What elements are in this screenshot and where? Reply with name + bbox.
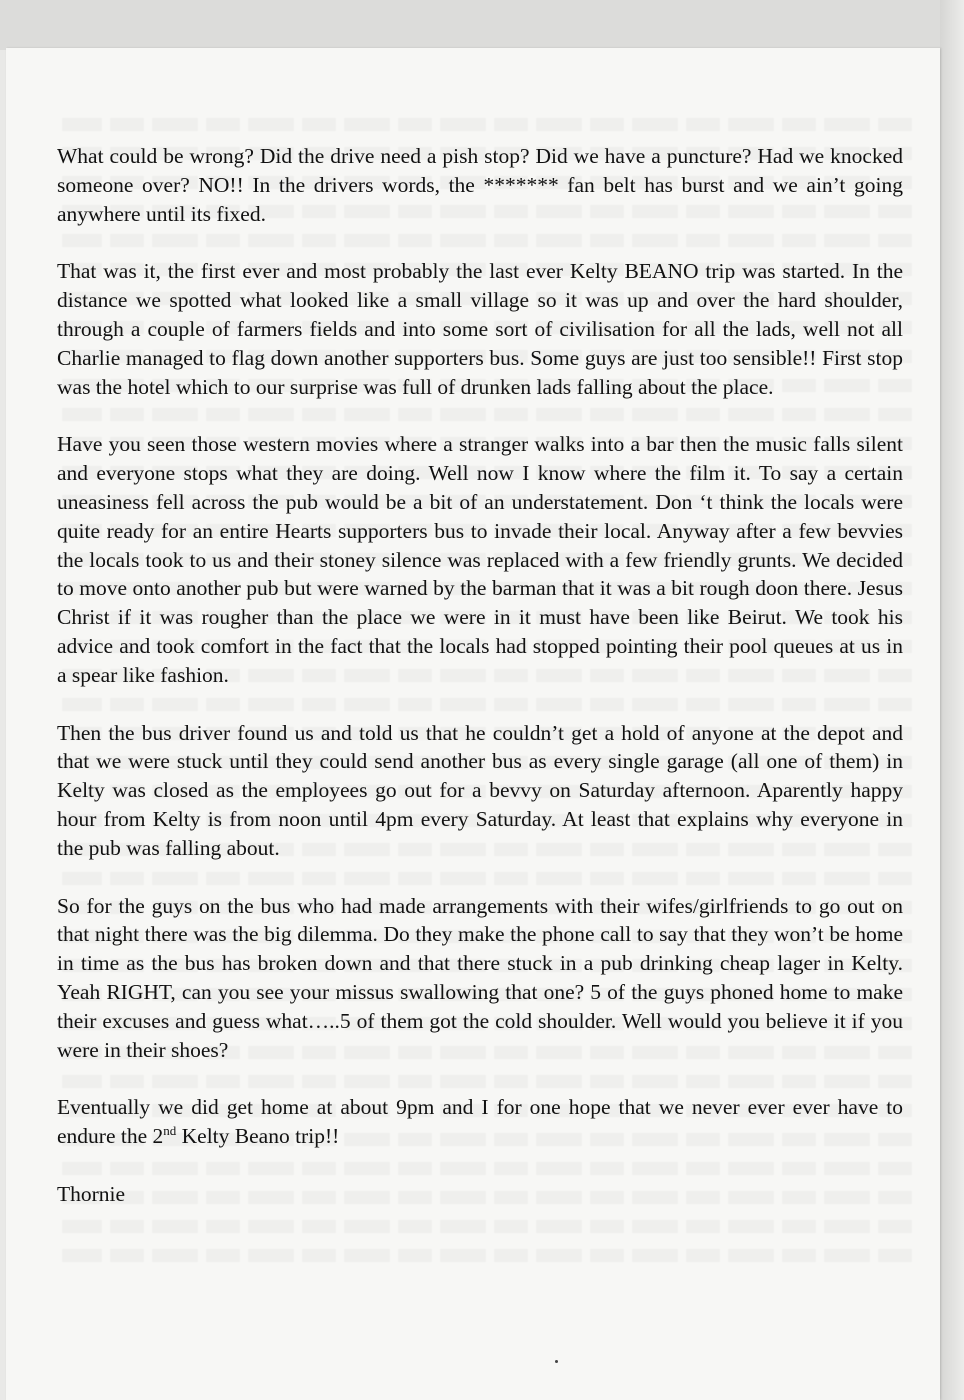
final-text-end: Kelty Beano trip!! (176, 1124, 340, 1149)
final-text-start: Eventually we did get home at about 9pm and I for one hope that we never ever ever have to endure the 2 (57, 1095, 903, 1149)
page-mark (555, 1360, 558, 1363)
scan-background-right (940, 0, 964, 1400)
paragraph-home (57, 1093, 903, 1151)
paragraph-pub: Have you seen those western movies where a stranger walks into a bar then the music falls silent and everyone stops what they are doing. Well now I know where the film it. To say a certain uneasiness fell across the pub would be a bit of an understatement. Don ‘t think the locals were quite ready for an entire Hearts supporters bus to invade their local. Anyway after a few bevvies the locals took to us and their stoney silence was replaced with a few friendly grunts. We decided to move onto another pub but were warned by the barman that it was a bit rough doon there. Jesus Christ if it was rougher than the place we were in it must have been like Beirut. We took his advice and took comfort in the fact that the locals had stopped pointing their pool queues at us in a spear like fashion. (57, 432, 903, 687)
ordinal-superscript: nd (163, 1122, 177, 1138)
paragraph-breakdown: What could be wrong? Did the drive need a pish stop? Did we have a puncture? Had we knocked someone over? NO!! In the drivers words, the ******* fan belt has burst and we ain’t going anywhere until its fixed. (57, 144, 903, 226)
article-body (57, 142, 903, 1209)
author-signature: Thornie (57, 1181, 126, 1206)
paragraph-village: That was it, the first ever and most probably the last ever Kelty BEANO trip was started. In the distance we spotted what looked like a small village so it was up and over the hard shoulder, through a couple of farmers fields and into some sort of civilisation for all the lads, well not all Charlie managed to flag down another supporters bus. Some guys are just too sensible!! First stop was the hotel which to our surprise was full of drunken lads falling about the place. (57, 259, 903, 399)
paragraph-dilemma: So for the guys on the bus who had made arrangements with their wifes/girlfriends to go out on that night there was the big dilemma. Do they make the phone call to say that they won’t be home in time as the bus has broken down and that there stuck in a pub drinking cheap lager in Kelty. Yeah RIGHT, can you see your missus swallowing that one? 5 of the guys phoned home to make their excuses and guess what…..5 of them got the cold shoulder. Well would you believe it if you were in their shoes? (57, 893, 903, 1062)
scan-background-top (0, 0, 964, 50)
paragraph-bus-driver: Then the bus driver found us and told us that he couldn’t get a hold of anyone at the depot and that we were stuck until they could send another bus as every single garage (all one of them) in Kelty was closed as the employees go out for a bevvy on Saturday afternoon. Aparently happy hour from Kelty is from noon until 4pm every Saturday. At least that explains why everyone in the pub was falling about. (57, 720, 903, 860)
